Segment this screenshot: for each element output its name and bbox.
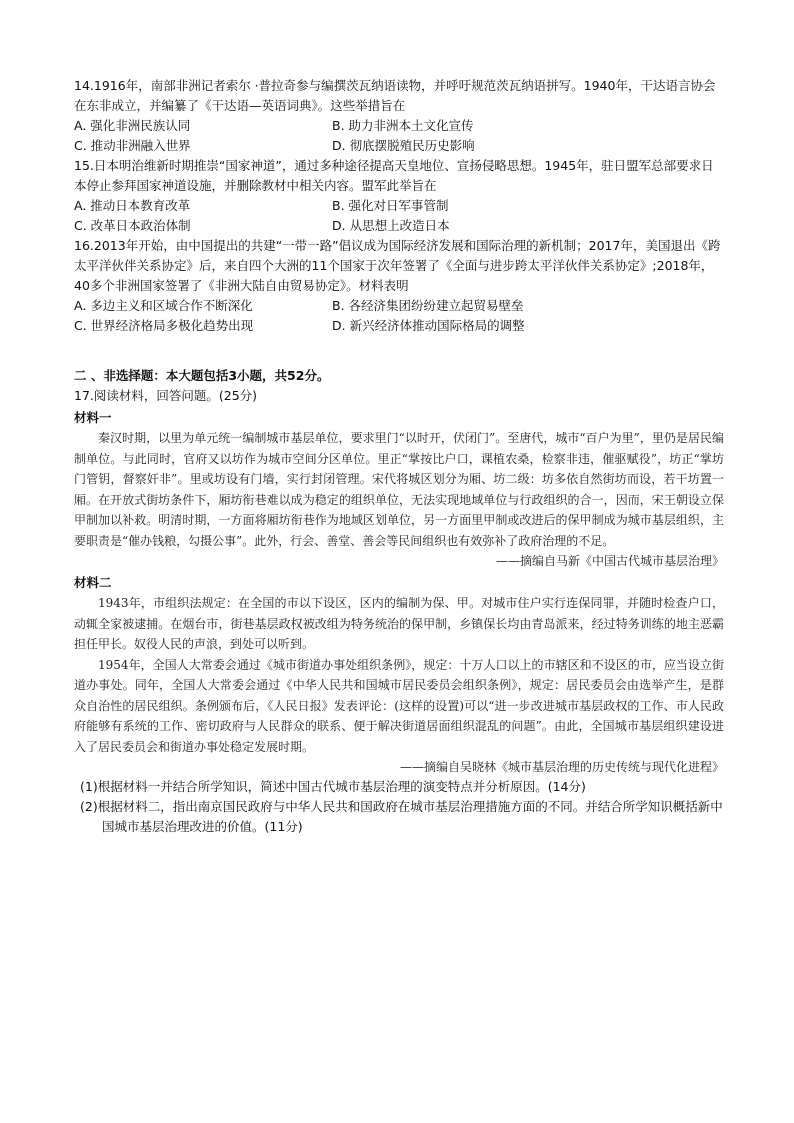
material-1-source: ——摘编自马新《中国古代城市基层治理》 <box>495 554 724 568</box>
material-2-paragraph-1: 1943年，市组织法规定：在全国的市以下设区，区内的编制为保、甲。对城市住户实行连保同罪，并随时检查户口，动辄全家被逮捕。在烟台市，街巷基层政权被改组为特务统治的保甲制，乡镇保长均由青岛派来，经过特务训练的地主恶霸担任甲长。奴役人民的声浪，到处可以听到。 <box>74 596 724 651</box>
question-17 <box>74 386 724 837</box>
material-1-label: 材料一 <box>74 410 112 425</box>
option-b: B. 强化对日军事管制 <box>332 198 449 213</box>
option-a: A. 推动日本教育改革 <box>74 198 191 213</box>
option-b: B. 各经济集团纷纷建立起贸易壁垒 <box>332 298 524 313</box>
section-heading: 二 、非选择题：本大题包括3小题，共52分。 <box>74 368 330 383</box>
question-16-stem: 16.2013年开始，由中国提出的共建“一带一路”倡议成为国际经济发展和国际治理的新机制；2017年，美国退出《跨太平洋伙伴关系协定》后，来自四个大洲的11个国家于次年签署了《全面与进步跨太平洋伙伴关系协定》;2018年，40多个非洲国家签署了《非洲大陆自由贸易协定》。材料表明 <box>74 238 721 293</box>
question-15-stem: 15.日本明治维新时期推崇“国家神道”，通过多种途径提高天皇地位、宣扬侵略思想。1945年，驻日盟军总部要求日本停止参拜国家神道设施，并删除教材中相关内容。盟军此举旨在 <box>74 158 714 193</box>
material-2-label: 材料二 <box>74 575 112 590</box>
question-15 <box>74 156 724 236</box>
material-2-source: ——摘编自吴晓林《城市基层治理的历史传统与现代化进程》 <box>399 760 724 774</box>
sub-question-2: (2)根据材料二，指出南京国民政府与中华人民共和国政府在城市基层治理措施方面的不同。并结合所学知识概括新中国城市基层治理改进的价值。(11分) <box>80 799 723 834</box>
option-d: D. 彻底摆脱殖民历史影响 <box>332 138 475 153</box>
exam-page <box>74 76 724 837</box>
question-15-options <box>74 196 724 236</box>
material-2-paragraph-2: 1954年，全国人大常委会通过《城市街道办事处组织条例》，规定：十万人口以上的市辖区和不设区的市，应当设立街道办事处。同年，全国人大常委会通过《中华人民共和国城市居民委员会组织条例》，规定：居民委员会由选举产生，是群众自治性的居民组织。条例颁布后，《人民日报》发表评论：(这样的设置)可以“进一步改进城市基层政权的工作、市人民政府能够有系统的工作、密切政府与人民群众的联系、便于解决街道居面组织混乱的问题”。由此，全国城市基层组织建设进入了居民委员会和街道办事处稳定发展时期。 <box>74 657 724 754</box>
question-17-stem: 17.阅读材料，回答问题。(25分) <box>74 388 258 403</box>
option-c: C. 世界经济格局多极化趋势出现 <box>74 318 254 333</box>
option-b: B. 助力非洲本土文化宣传 <box>332 118 474 133</box>
option-d: D. 从思想上改造日本 <box>332 218 450 233</box>
option-d: D. 新兴经济体推动国际格局的调整 <box>332 318 525 333</box>
question-14 <box>74 76 724 156</box>
question-14-stem: 14.1916年，南部非洲记者索尔 ·普拉奇参与编撰茨瓦纳语读物，并呼吁规范茨瓦纳语拼写。1940年，干达语言协会在东非成立，并编纂了《干达语—英语词典》。这些举措旨在 <box>74 78 716 113</box>
sub-question-1: (1)根据材料一并结合所学知识，简述中国古代城市基层治理的演变特点并分析原因。(14分) <box>80 779 586 794</box>
question-16 <box>74 236 724 336</box>
option-a: A. 多边主义和区域合作不断深化 <box>74 298 253 313</box>
question-16-options <box>74 296 724 336</box>
option-c: C. 改革日本政治体制 <box>74 218 191 233</box>
material-1-text: 秦汉时期，以里为单元统一编制城市基层单位，要求里门“以时开，伏闭门”。至唐代，城市“百户为里”，里仍是居民编制单位。与此同时，官府又以坊作为城市空间分区单位。里正“掌按比户口，课植农桑，检察非违，催驱赋役”，坊正“掌坊门管钥，督察奸非”。里或坊设有门墙，实行封闭管理。宋代将城区划分为厢、坊二级：坊多依自然街坊而设，若干坊置一厢。在开放式街坊条件下，厢坊衔巷难以成为稳定的组织单位，无法实现地域单位与行政组织的合一，因而，宋王朝设立保甲制加以补救。明清时期，一方面将厢坊衔巷作为地域区划单位，另一方面里甲制或改进后的保甲制成为城市基层组织，主要职责是“催办钱粮，勾摄公事”。此外，行会、善堂、善会等民间组织也有效弥补了政府治理的不足。 <box>74 431 724 548</box>
option-a: A. 强化非洲民族认同 <box>74 118 191 133</box>
option-c: C. 推动非洲融入世界 <box>74 138 191 153</box>
question-14-options <box>74 116 724 156</box>
